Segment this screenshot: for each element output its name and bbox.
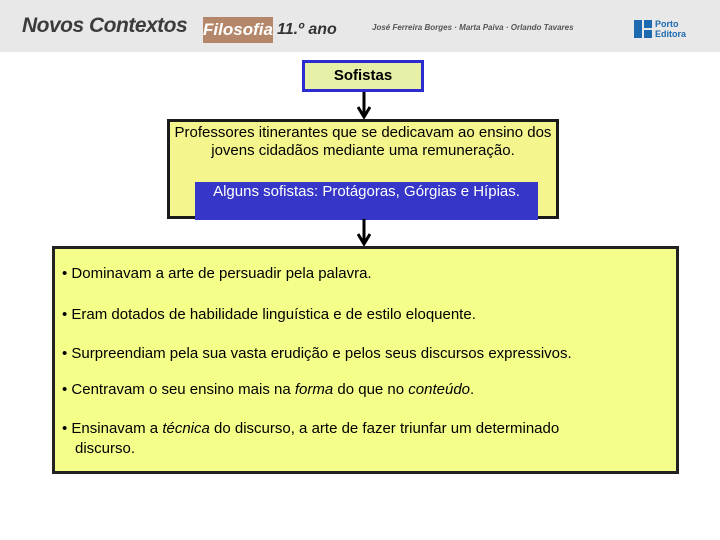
publisher-logo-icon bbox=[634, 20, 652, 38]
header-bar bbox=[0, 0, 720, 52]
publisher-name bbox=[655, 19, 686, 39]
item-text: • Ensinavam a bbox=[62, 420, 163, 437]
item-text: • Centravam o seu ensino mais na bbox=[62, 381, 295, 398]
item-text: do que no bbox=[333, 381, 409, 398]
list-item: • Surpreendiam pela sua vasta erudição e pelos seus discursos expressivos. bbox=[62, 345, 572, 362]
item-continuation: discurso. bbox=[75, 440, 136, 457]
grade-label: 11.º ano bbox=[277, 21, 337, 38]
list-item: • Eram dotados de habilidade linguística e de estilo eloquente. bbox=[62, 306, 476, 323]
item-text: . bbox=[470, 381, 475, 398]
item-emphasis: conteúdo bbox=[408, 381, 471, 398]
publisher-line1: Porto bbox=[655, 19, 679, 29]
list-item bbox=[62, 419, 559, 459]
subject-badge: Filosofia bbox=[203, 17, 273, 43]
arrow-down-icon bbox=[357, 92, 371, 120]
title-box: Sofistas bbox=[302, 60, 424, 92]
item-emphasis: forma bbox=[294, 381, 334, 398]
examples-highlight: Alguns sofistas: Protágoras, Górgias e Hípias. bbox=[195, 182, 538, 220]
list-item: • Dominavam a arte de persuadir pela palavra. bbox=[62, 265, 372, 282]
authors-line: José Ferreira Borges · Marta Paiva · Orlando Tavares bbox=[372, 23, 574, 32]
characteristics-box bbox=[52, 246, 679, 474]
item-text: do discurso, a arte de fazer triunfar um determinado bbox=[209, 420, 560, 437]
definition-box bbox=[167, 119, 559, 219]
definition-text: Professores itinerantes que se dedicavam ao ensino dos jovens cidadãos mediante uma remuneração. bbox=[174, 124, 552, 159]
arrow-down-icon bbox=[357, 219, 371, 247]
list-item bbox=[62, 380, 474, 400]
brand-title: Novos Contextos bbox=[22, 14, 188, 37]
publisher-line2: Editora bbox=[655, 29, 687, 39]
item-emphasis: técnica bbox=[162, 420, 210, 437]
